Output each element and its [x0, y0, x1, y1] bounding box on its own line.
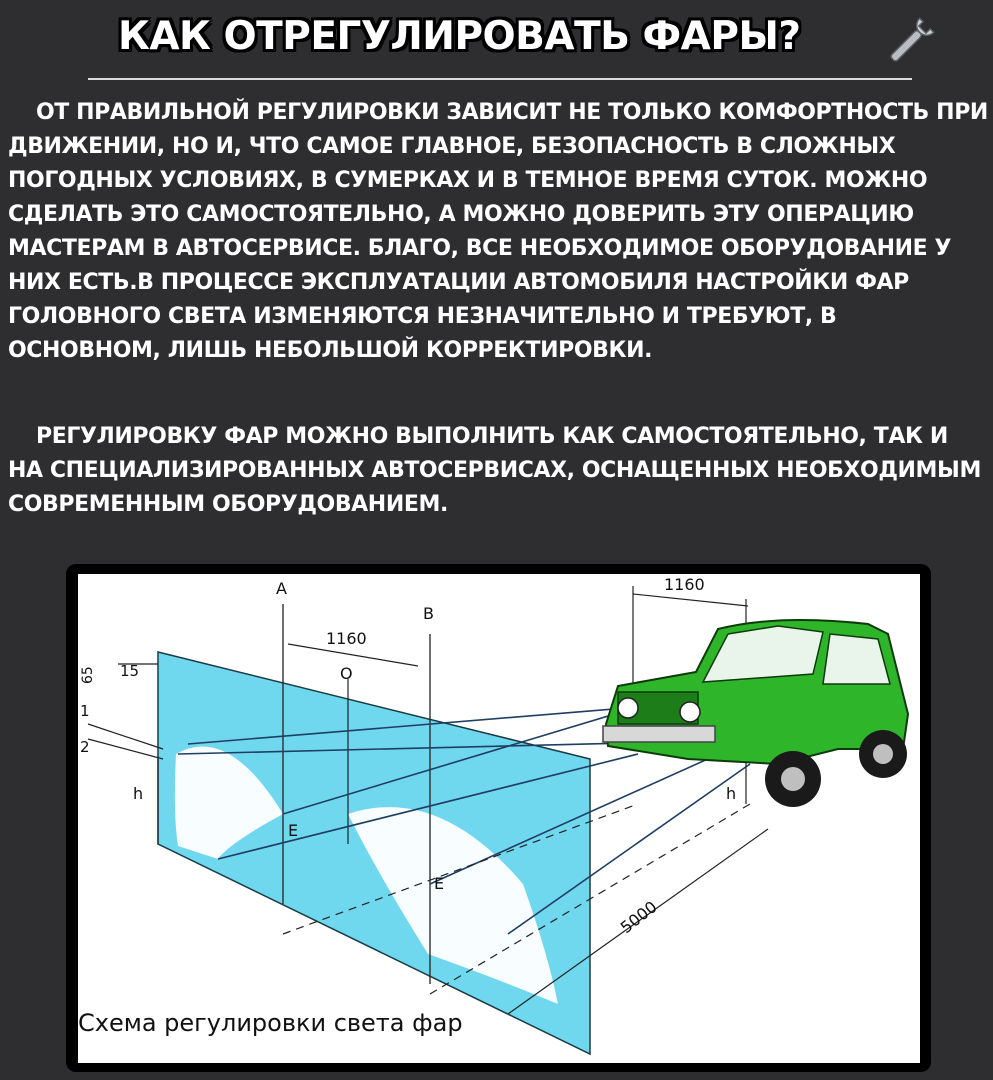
car — [603, 620, 908, 807]
paragraph-1-text: ОТ ПРАВИЛЬНОЙ РЕГУЛИРОВКИ ЗАВИСИТ НЕ ТОЛЬКО КОМФОРТНОСТЬ ПРИ ДВИЖЕНИИ, НО И, ЧТО САМОЕ ГЛАВНОЕ, БЕЗОПАСНОСТЬ В СЛОЖНЫХ ПОГОДНЫХ УСЛОВИЯХ, В СУМЕРКАХ И В ТЕМНОЕ ВРЕМЯ СУТОК. МОЖНО СДЕЛАТЬ ЭТО САМОСТОЯТЕЛЬНО, А МОЖНО ДОВЕРИТЬ ЭТУ ОПЕРАЦИЮ МАСТЕРАМ В АВТОСЕРВИСЕ. БЛАГО, ВСЕ НЕОБХОДИМОЕ ОБОРУДОВАНИЕ У НИХ ЕСТЬ.В ПРОЦЕССЕ ЭКСПЛУАТАЦИИ АВТОМОБИЛЯ НАСТРОЙКИ ФАР ГОЛОВНОГО СВЕТА ИЗМЕНЯЮТСЯ НЕЗНАЧИТЕЛЬНО И ТРЕБУЮТ, В ОСНОВНОМ, ЛИШЬ НЕБОЛЬШОЙ КОРРЕКТИРОВКИ. — [8, 100, 988, 363]
label-o: O — [340, 664, 353, 683]
diagram-caption: Схема регулировки света фар — [78, 1009, 463, 1037]
paragraph-2-text: РЕГУЛИРОВКУ ФАР МОЖНО ВЫПОЛНИТЬ КАК САМОСТОЯТЕЛЬНО, ТАК И НА СПЕЦИАЛИЗИРОВАННЫХ АВТОСЕРВИСАХ, ОСНАЩЕННЫХ НЕОБХОДИМЫМ СОВРЕМЕННЫМ ОБОРУДОВАНИЕМ. — [8, 424, 981, 517]
label-e2: E — [434, 874, 445, 893]
second-paragraph — [8, 420, 988, 522]
label-15: 15 — [120, 662, 140, 680]
label-65: 65 — [80, 666, 96, 684]
level-line-1 — [88, 724, 163, 749]
label-5000: 5000 — [616, 897, 661, 938]
label-b: B — [423, 604, 434, 623]
label-1: 1 — [80, 702, 90, 720]
label-e1: E — [288, 821, 299, 840]
label-h-car: h — [726, 784, 737, 803]
page-title: КАК ОТРЕГУЛИРОВАТЬ ФАРЫ? — [118, 14, 801, 59]
label-1160-car: 1160 — [664, 575, 705, 594]
header — [0, 8, 993, 72]
level-line-2 — [88, 739, 163, 759]
diagram-svg — [78, 574, 920, 1063]
label-1160-screen: 1160 — [326, 629, 367, 648]
headlight-diagram — [78, 574, 920, 1063]
label-h-screen: h — [133, 784, 144, 803]
label-a: A — [276, 579, 287, 598]
intro-paragraph — [8, 96, 988, 368]
title-divider — [88, 78, 912, 80]
wrench-icon — [880, 14, 938, 72]
label-2: 2 — [80, 738, 90, 756]
dim-1160-car-line — [633, 594, 748, 606]
